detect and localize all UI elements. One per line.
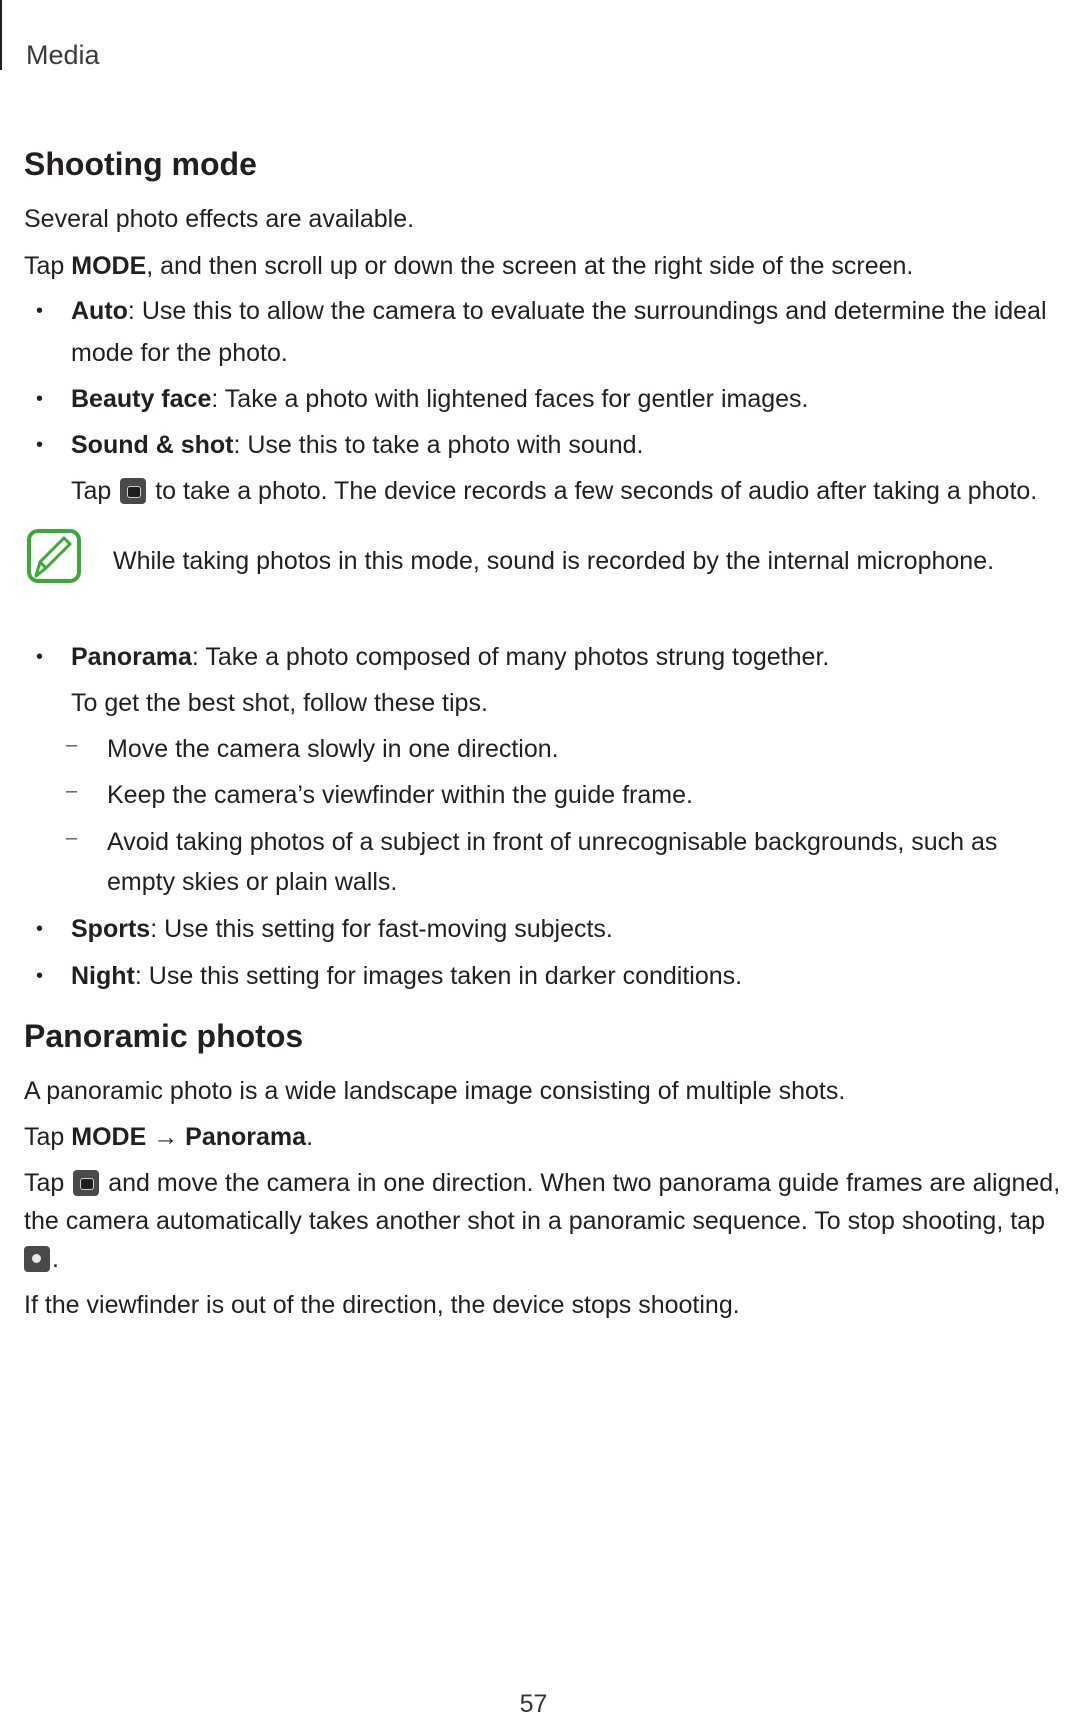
panorama-tip: Move the camera slowly in one direction. (107, 735, 559, 763)
section-header: Media (26, 40, 100, 70)
bullet-icon: • (36, 965, 44, 987)
dash-marker: – (66, 827, 78, 849)
dash-marker: – (66, 734, 78, 756)
shooting-mode-heading: Shooting mode (24, 146, 257, 182)
shooting-mode-instruction: Tap MODE, and then scroll up or down the screen at the right side of the screen. (24, 252, 914, 280)
panorama-tip-cont: empty skies or plain walls. (107, 868, 398, 896)
beauty-face-item: Beauty face: Take a photo with lightened faces for gentler images. (71, 385, 809, 413)
dash-marker: – (66, 780, 78, 802)
shooting-mode-intro: Several photo effects are available. (24, 205, 415, 233)
night-item: Night: Use this setting for images taken in darker conditions. (71, 962, 743, 990)
camera-shutter-icon (73, 1170, 99, 1196)
panorama-item: Panorama: Take a photo composed of many photos strung together. (71, 643, 830, 671)
panorama-tips-intro: To get the best shot, follow these tips. (71, 689, 488, 717)
panoramic-photos-heading: Panoramic photos (24, 1018, 304, 1054)
bullet-icon: • (36, 918, 44, 940)
stop-icon (24, 1246, 50, 1272)
panoramic-instruction-cont: the camera automatically takes another shot in a panoramic sequence. To stop shooting, tap (24, 1207, 1045, 1235)
panoramic-instruction: Tap and move the camera in one direction. When two panorama guide frames are aligned, (24, 1169, 1061, 1197)
header-rule (0, 0, 2, 70)
sound-shot-detail: Tap to take a photo. The device records a few seconds of audio after taking a photo. (71, 477, 1038, 505)
panoramic-intro: A panoramic photo is a wide landscape image consisting of multiple shots. (24, 1077, 846, 1105)
panorama-tip: Avoid taking photos of a subject in front of unrecognisable backgrounds, such as (107, 828, 998, 856)
panoramic-outro: If the viewfinder is out of the direction, the device stops shooting. (24, 1291, 740, 1319)
note-check-icon (26, 528, 82, 584)
bullet-icon: • (36, 388, 44, 410)
panorama-tip: Keep the camera’s viewfinder within the guide frame. (107, 781, 693, 809)
sound-shot-item: Sound & shot: Use this to take a photo with sound. (71, 431, 644, 459)
sports-item: Sports: Use this setting for fast-moving subjects. (71, 915, 613, 943)
auto-item: Auto: Use this to allow the camera to evaluate the surroundings and determine the ideal (71, 297, 1047, 325)
camera-shutter-icon (120, 478, 146, 504)
bullet-icon: • (36, 434, 44, 456)
note-text: While taking photos in this mode, sound is recorded by the internal microphone. (113, 547, 995, 575)
page-number: 57 (519, 1690, 548, 1718)
auto-item-cont: mode for the photo. (71, 339, 288, 367)
panoramic-instruction-end: . (24, 1240, 59, 1278)
panoramic-menu-path: Tap MODE → Panorama. (24, 1123, 314, 1151)
bullet-icon: • (36, 646, 44, 668)
bullet-icon: • (36, 300, 44, 322)
